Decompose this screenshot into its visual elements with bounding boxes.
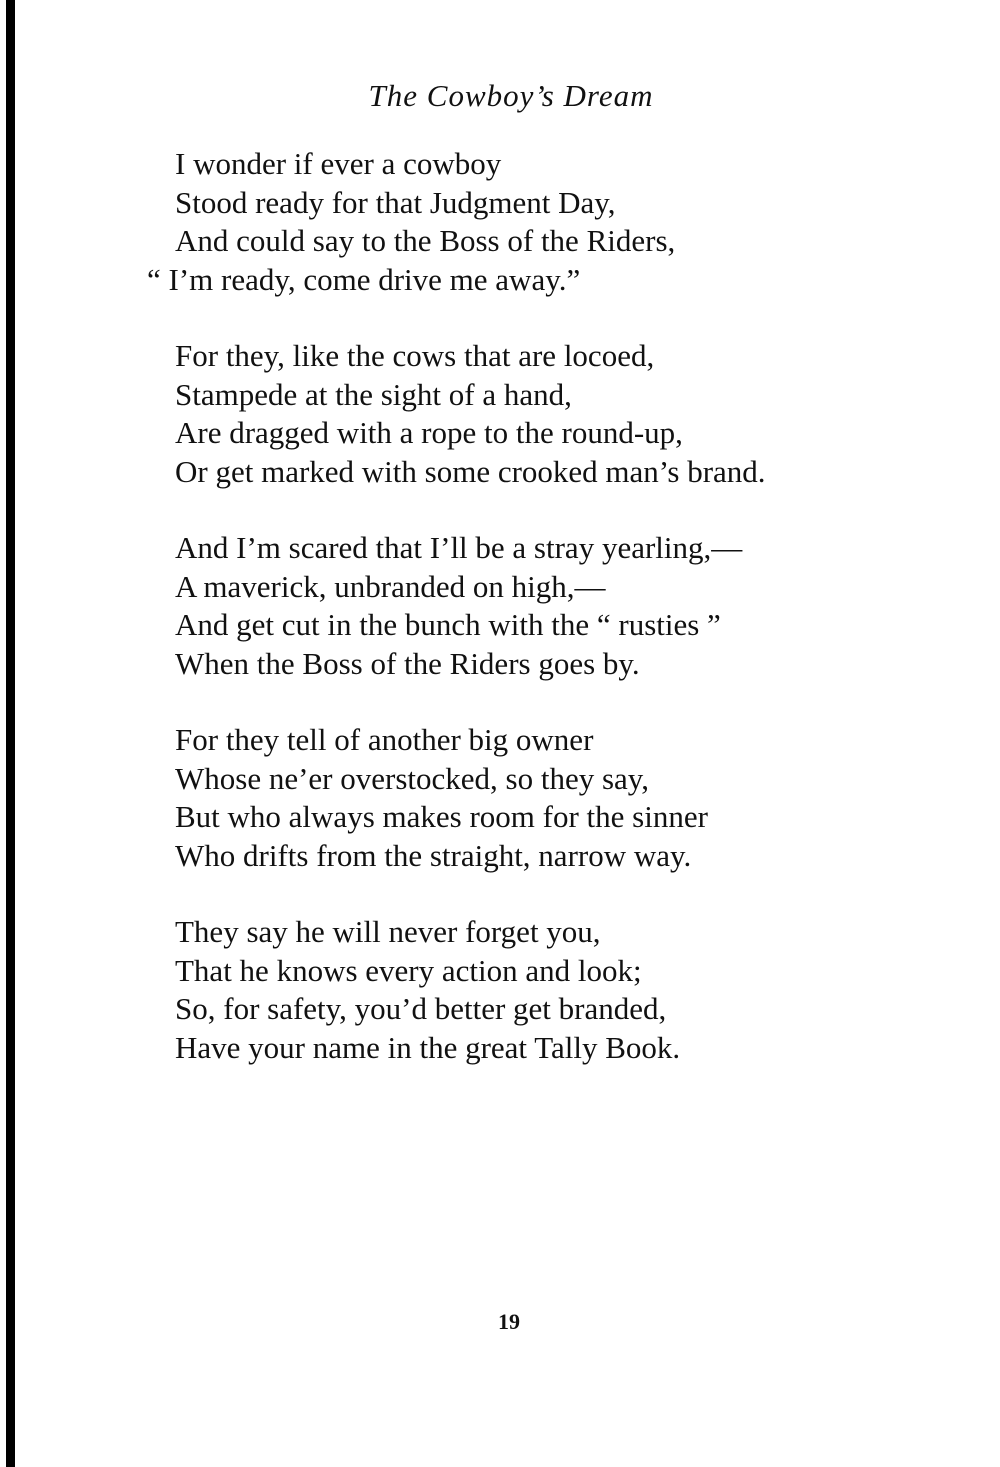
poem	[147, 145, 975, 1105]
poem-line: When the Boss of the Riders goes by.	[175, 645, 640, 681]
page-edge-bar	[6, 0, 15, 1467]
poem-line: Whose ne’er overstocked, so they say,	[175, 760, 650, 796]
stanza-1	[147, 145, 975, 299]
poem-line: And could say to the Boss of the Riders,	[175, 223, 676, 258]
poem-line: Are dragged with a rope to the round-up,	[175, 415, 683, 450]
page-number: 19	[498, 1309, 520, 1334]
running-title: The Cowboy’s Dream	[368, 78, 654, 113]
poem-line: But who always makes room for the sinner	[175, 799, 708, 834]
poem-line: For they, like the cows that are locoed,	[175, 338, 655, 373]
poem-line: That he knows every action and look;	[175, 952, 642, 988]
poem-line: Stampede at the sight of a hand,	[175, 376, 572, 412]
poem-line: Have your name in the great Tally Book.	[175, 1029, 681, 1065]
poem-line: “ I’m ready, come drive me away.”	[147, 261, 581, 297]
poem-line: Who drifts from the straight, narrow way.	[175, 837, 692, 873]
poem-line: I wonder if ever a cowboy	[175, 146, 502, 181]
poem-line: Stood ready for that Judgment Day,	[175, 184, 616, 220]
stanza-5	[175, 913, 975, 1067]
poem-line: They say he will never forget you,	[175, 914, 601, 949]
poem-line: And get cut in the bunch with the “ rusties ”	[175, 607, 721, 642]
stanza-2	[175, 337, 975, 491]
stanza-3	[175, 529, 975, 683]
poem-line: Or get marked with some crooked man’s brand.	[175, 453, 766, 489]
poem-line: A maverick, unbranded on high,—	[175, 568, 606, 604]
stanza-4	[175, 721, 975, 875]
poem-line: For they tell of another big owner	[175, 722, 594, 757]
poem-line: And I’m scared that I’ll be a stray yearling,—	[175, 530, 743, 565]
poem-line: So, for safety, you’d better get branded,	[175, 991, 667, 1026]
